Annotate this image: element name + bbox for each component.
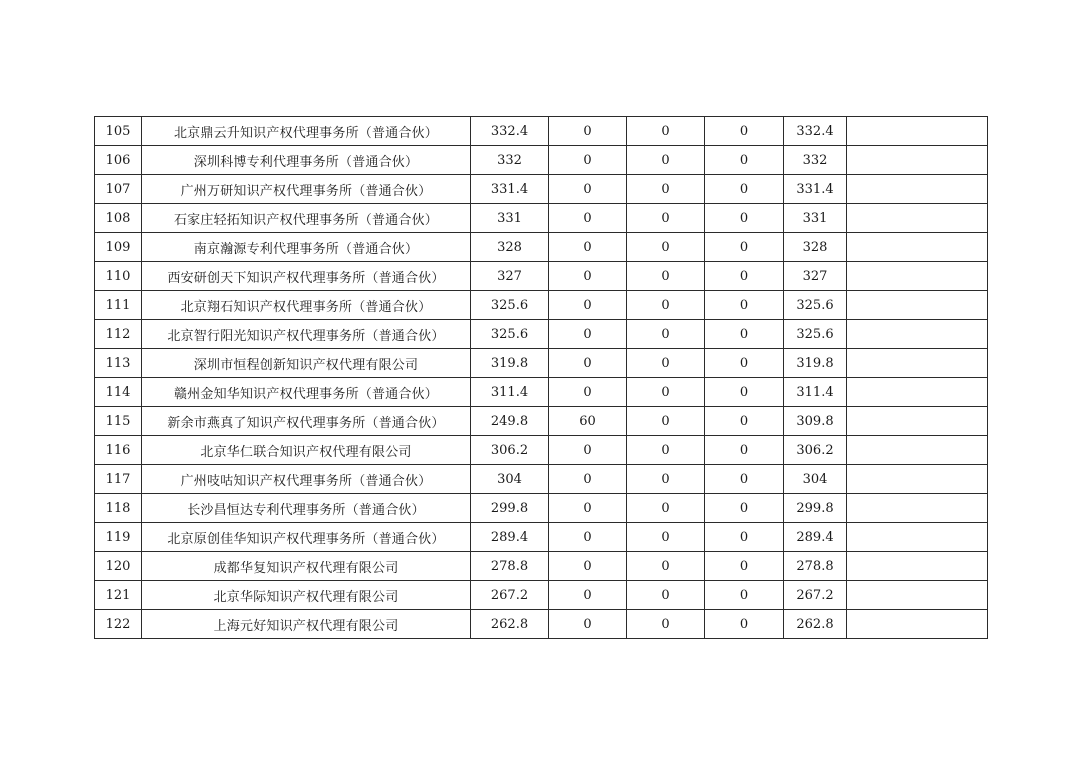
total-score-cell: 306.2 (784, 436, 847, 465)
score-column-4-cell: 0 (705, 204, 784, 233)
agency-name-cell: 北京智行阳光知识产权代理事务所（普通合伙） (142, 320, 471, 349)
total-score-cell: 309.8 (784, 407, 847, 436)
total-score-cell: 304 (784, 465, 847, 494)
table-row (95, 378, 988, 407)
score-column-3-cell: 0 (627, 117, 705, 146)
note-cell (847, 610, 988, 639)
score-column-2-cell: 0 (549, 523, 627, 552)
table-row (95, 523, 988, 552)
score-column-4-cell: 0 (705, 378, 784, 407)
score-column-4-cell: 0 (705, 552, 784, 581)
score-column-2-cell: 0 (549, 494, 627, 523)
score-column-4-cell: 0 (705, 262, 784, 291)
score-column-2-cell: 0 (549, 552, 627, 581)
score-column-4-cell: 0 (705, 465, 784, 494)
table-row (95, 581, 988, 610)
agency-name-cell: 新余市燕真了知识产权代理事务所（普通合伙） (142, 407, 471, 436)
score-column-2-cell: 0 (549, 146, 627, 175)
score-column-4-cell: 0 (705, 320, 784, 349)
score-column-3-cell: 0 (627, 291, 705, 320)
row-number-cell: 116 (95, 436, 142, 465)
total-score-cell: 319.8 (784, 349, 847, 378)
note-cell (847, 146, 988, 175)
score-column-4-cell: 0 (705, 146, 784, 175)
note-cell (847, 175, 988, 204)
note-cell (847, 320, 988, 349)
table-row (95, 494, 988, 523)
score-column-2-cell: 0 (549, 581, 627, 610)
agency-name-cell: 北京原创佳华知识产权代理事务所（普通合伙） (142, 523, 471, 552)
table-row (95, 465, 988, 494)
table-row (95, 320, 988, 349)
note-cell (847, 552, 988, 581)
score-column-1-cell: 332.4 (471, 117, 549, 146)
score-column-2-cell: 0 (549, 378, 627, 407)
note-cell (847, 291, 988, 320)
score-column-3-cell: 0 (627, 146, 705, 175)
note-cell (847, 204, 988, 233)
agency-score-table (94, 116, 988, 639)
score-column-3-cell: 0 (627, 349, 705, 378)
total-score-cell: 331 (784, 204, 847, 233)
score-column-3-cell: 0 (627, 175, 705, 204)
score-column-1-cell: 319.8 (471, 349, 549, 378)
agency-name-cell: 北京鼎云升知识产权代理事务所（普通合伙） (142, 117, 471, 146)
score-column-3-cell: 0 (627, 610, 705, 639)
score-column-1-cell: 331.4 (471, 175, 549, 204)
row-number-cell: 105 (95, 117, 142, 146)
table-row (95, 436, 988, 465)
score-column-2-cell: 0 (549, 175, 627, 204)
row-number-cell: 109 (95, 233, 142, 262)
score-column-4-cell: 0 (705, 117, 784, 146)
total-score-cell: 327 (784, 262, 847, 291)
score-column-2-cell: 0 (549, 436, 627, 465)
score-column-2-cell: 0 (549, 610, 627, 639)
agency-name-cell: 赣州金知华知识产权代理事务所（普通合伙） (142, 378, 471, 407)
score-column-1-cell: 311.4 (471, 378, 549, 407)
score-column-3-cell: 0 (627, 233, 705, 262)
row-number-cell: 110 (95, 262, 142, 291)
table-row (95, 291, 988, 320)
score-column-1-cell: 325.6 (471, 291, 549, 320)
row-number-cell: 106 (95, 146, 142, 175)
note-cell (847, 378, 988, 407)
note-cell (847, 581, 988, 610)
table-row (95, 175, 988, 204)
agency-name-cell: 北京翔石知识产权代理事务所（普通合伙） (142, 291, 471, 320)
score-column-3-cell: 0 (627, 552, 705, 581)
agency-name-cell: 西安研创天下知识产权代理事务所（普通合伙） (142, 262, 471, 291)
score-column-1-cell: 325.6 (471, 320, 549, 349)
table-row (95, 233, 988, 262)
note-cell (847, 349, 988, 378)
score-column-3-cell: 0 (627, 581, 705, 610)
score-column-1-cell: 267.2 (471, 581, 549, 610)
total-score-cell: 299.8 (784, 494, 847, 523)
table-row (95, 117, 988, 146)
score-column-3-cell: 0 (627, 494, 705, 523)
row-number-cell: 122 (95, 610, 142, 639)
row-number-cell: 120 (95, 552, 142, 581)
note-cell (847, 523, 988, 552)
score-column-4-cell: 0 (705, 581, 784, 610)
score-column-1-cell: 331 (471, 204, 549, 233)
score-column-4-cell: 0 (705, 233, 784, 262)
score-column-3-cell: 0 (627, 407, 705, 436)
score-column-1-cell: 328 (471, 233, 549, 262)
row-number-cell: 117 (95, 465, 142, 494)
score-column-1-cell: 327 (471, 262, 549, 291)
note-cell (847, 407, 988, 436)
note-cell (847, 233, 988, 262)
score-column-3-cell: 0 (627, 378, 705, 407)
agency-name-cell: 石家庄轻拓知识产权代理事务所（普通合伙） (142, 204, 471, 233)
score-column-1-cell: 299.8 (471, 494, 549, 523)
note-cell (847, 465, 988, 494)
row-number-cell: 112 (95, 320, 142, 349)
score-column-4-cell: 0 (705, 523, 784, 552)
score-column-3-cell: 0 (627, 320, 705, 349)
agency-name-cell: 北京华际知识产权代理有限公司 (142, 581, 471, 610)
score-column-2-cell: 0 (549, 465, 627, 494)
row-number-cell: 113 (95, 349, 142, 378)
total-score-cell: 331.4 (784, 175, 847, 204)
total-score-cell: 278.8 (784, 552, 847, 581)
score-column-3-cell: 0 (627, 465, 705, 494)
total-score-cell: 332 (784, 146, 847, 175)
score-column-4-cell: 0 (705, 291, 784, 320)
score-column-4-cell: 0 (705, 494, 784, 523)
total-score-cell: 332.4 (784, 117, 847, 146)
table-row (95, 349, 988, 378)
table-row (95, 262, 988, 291)
score-column-2-cell: 0 (549, 117, 627, 146)
score-column-1-cell: 304 (471, 465, 549, 494)
agency-name-cell: 深圳市恒程创新知识产权代理有限公司 (142, 349, 471, 378)
agency-name-cell: 北京华仁联合知识产权代理有限公司 (142, 436, 471, 465)
score-column-1-cell: 262.8 (471, 610, 549, 639)
score-column-1-cell: 289.4 (471, 523, 549, 552)
score-column-2-cell: 60 (549, 407, 627, 436)
note-cell (847, 262, 988, 291)
agency-name-cell: 长沙昌恒达专利代理事务所（普通合伙） (142, 494, 471, 523)
total-score-cell: 262.8 (784, 610, 847, 639)
row-number-cell: 121 (95, 581, 142, 610)
row-number-cell: 119 (95, 523, 142, 552)
row-number-cell: 111 (95, 291, 142, 320)
score-column-3-cell: 0 (627, 204, 705, 233)
score-column-2-cell: 0 (549, 204, 627, 233)
score-column-1-cell: 332 (471, 146, 549, 175)
score-column-3-cell: 0 (627, 262, 705, 291)
table-row (95, 146, 988, 175)
table-row (95, 610, 988, 639)
score-column-3-cell: 0 (627, 523, 705, 552)
score-column-1-cell: 278.8 (471, 552, 549, 581)
agency-name-cell: 上海元好知识产权代理有限公司 (142, 610, 471, 639)
score-column-2-cell: 0 (549, 349, 627, 378)
row-number-cell: 107 (95, 175, 142, 204)
score-column-2-cell: 0 (549, 320, 627, 349)
score-column-4-cell: 0 (705, 407, 784, 436)
row-number-cell: 114 (95, 378, 142, 407)
score-column-1-cell: 249.8 (471, 407, 549, 436)
total-score-cell: 325.6 (784, 320, 847, 349)
agency-name-cell: 成都华复知识产权代理有限公司 (142, 552, 471, 581)
total-score-cell: 289.4 (784, 523, 847, 552)
score-column-2-cell: 0 (549, 233, 627, 262)
row-number-cell: 118 (95, 494, 142, 523)
score-column-4-cell: 0 (705, 349, 784, 378)
score-column-2-cell: 0 (549, 262, 627, 291)
table-row (95, 552, 988, 581)
agency-name-cell: 广州万研知识产权代理事务所（普通合伙） (142, 175, 471, 204)
row-number-cell: 108 (95, 204, 142, 233)
total-score-cell: 267.2 (784, 581, 847, 610)
score-column-4-cell: 0 (705, 610, 784, 639)
row-number-cell: 115 (95, 407, 142, 436)
total-score-cell: 311.4 (784, 378, 847, 407)
note-cell (847, 117, 988, 146)
score-column-1-cell: 306.2 (471, 436, 549, 465)
score-column-4-cell: 0 (705, 436, 784, 465)
score-column-3-cell: 0 (627, 436, 705, 465)
note-cell (847, 494, 988, 523)
table-row (95, 407, 988, 436)
total-score-cell: 325.6 (784, 291, 847, 320)
agency-name-cell: 广州吱咕知识产权代理事务所（普通合伙） (142, 465, 471, 494)
agency-name-cell: 南京瀚源专利代理事务所（普通合伙） (142, 233, 471, 262)
table-row (95, 204, 988, 233)
agency-name-cell: 深圳科博专利代理事务所（普通合伙） (142, 146, 471, 175)
score-column-2-cell: 0 (549, 291, 627, 320)
total-score-cell: 328 (784, 233, 847, 262)
note-cell (847, 436, 988, 465)
score-column-4-cell: 0 (705, 175, 784, 204)
table-body (95, 117, 988, 639)
